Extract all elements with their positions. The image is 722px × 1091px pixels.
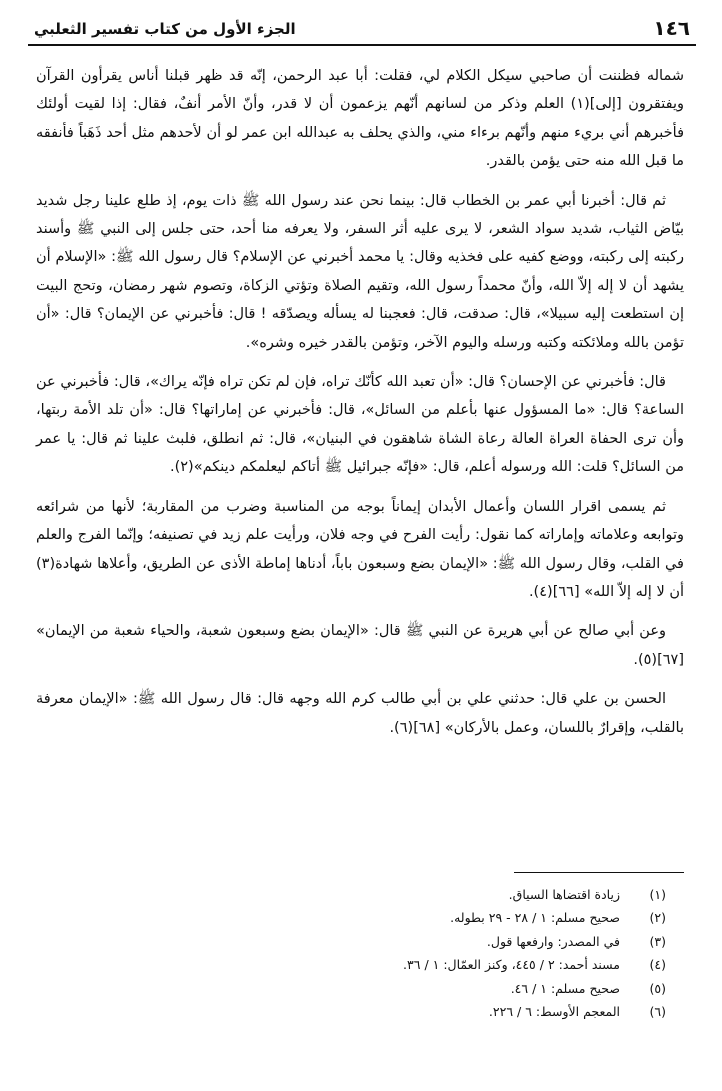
footnote-number: (٢) [649, 910, 666, 926]
footnote-text: صحيح مسلم: ١ / ٢٨ - ٢٩ بطوله. [450, 910, 620, 926]
footnote-text: صحيح مسلم: ١ / ٤٦. [510, 980, 620, 996]
footnote-number: (١) [649, 887, 666, 902]
footnote-number: (٣) [649, 933, 666, 949]
page-number: ١٤٦ [653, 16, 690, 40]
paragraph: قال: فأخبرني عن الإحسان؟ قال: «أن تعبد الله كأنّك تراه، فإن لم تكن تراه فإنّه يراك»، قال: فأخبرني عن الساعة؟ قال: «ما المسؤول عنها بأعلم من السائل»، قال: فأخبرني عن إماراتها؟ قال: «أن تلد الأمة ربتها، وأن ترى الحفاة العراة العالة رعاة الشاة شاهقون في البنيان»، قال: ثم انطلق، فلبث علينا ثم قال: يا عمر من السائل؟ قلت: الله ورسوله أعلم، قال: «فإنّه جبرائيل ﷺ أتاكم ليعلمكم دينكم»(٢). [36, 374, 684, 476]
paragraph: ثم قال: أخبرنا أبي عمر بن الخطاب قال: بينما نحن عند رسول الله ﷺ ذات يوم، إذ طلع علينا رجل شديد بيّاض الثياب، شديد سواد الشعر، لا يرى عليه أثر السفر، ولا يعرفه منا أحد، حتى جلس إلى النبي ﷺ وأسند ركبته إلى ركبته، ووضع كفيه على فخذيه وقال: يا محمد أخبرني عن الإسلام؟ قال رسول الله ﷺ: «الإسلام أن يشهد أن لا إله إلاّ الله، وأنّ محمداً رسول الله، وتقيم الصلاة وتؤتي الزكاة، وتصوم شهر رمضان، وتحج البيت إن استطعت إليه سبيلا»، قال: صدقت، قال: فعجبنا له يسأله ويصدّقه ! قال: فأخبرني عن الإيمان؟ قال: «أن تؤمن بالله وملائكته وكتبه ورسله واليوم الآخر، وتؤمن بالقدر خيره وشره». [36, 192, 684, 351]
footnote-number: (٤) [649, 957, 666, 973]
footnote-text: المعجم الأوسط: ٦ / ٢٢٦. [488, 1004, 620, 1020]
footnote [36, 977, 684, 1000]
footnotes [36, 872, 684, 1023]
footnote [36, 906, 684, 929]
footnote [36, 930, 684, 953]
footnote [36, 953, 684, 976]
running-title: الجزء الأول من كتاب تفسير الثعلبي [34, 20, 296, 38]
footnote-number: (٦) [649, 1004, 666, 1020]
footnote-text: زيادة اقتضاها السياق. [508, 887, 620, 902]
page-header [28, 16, 696, 46]
paragraph: شماله فظننت أن صاحبي سيكل الكلام لي، فقلت: أبا عبد الرحمن، إنّه قد ظهر قبلنا أناس يقرأون القرآن ويفتقرون [إلى](١) العلم وذكر من لسانهم أنّهم يزعمون أن لا قدر، وأنّ الأمر أنفٌ، فقال: إذا لقيت أولئك فأخبرهم أني بريء منهم وأنّهم برءاء مني، والذي يحلف به عبدالله ابن عمر لو أن لأحدهم مثل أحد ذَهَباً فأنفقه ما قبل الله منه حتى يؤمن بالقدر. [36, 68, 684, 170]
footnote-text: مسند أحمد: ٢ / ٤٤٥، وكنز العمّال: ١ / ٣٦. [403, 957, 620, 973]
paragraph: وعن أبي صالح عن أبي هريرة عن النبي ﷺ قال: «الإيمان بضع وسبعون شعبة، والحياء شعبة من الإيمان» [٦٧](٥). [36, 623, 684, 668]
footnote-text: في المصدر: وارفعها قول. [486, 933, 620, 949]
paragraph: الحسن بن علي قال: حدثني علي بن أبي طالب كرم الله وجهه قال: قال رسول الله ﷺ: «الإيمان معرفة بالقلب، وإقرارٌ باللسان، وعمل بالأركان» [٦٨](٦). [36, 691, 684, 736]
footnote [36, 1000, 684, 1023]
main-text [36, 62, 684, 753]
footnote-number: (٥) [649, 980, 666, 996]
paragraph: ثم يسمى اقرار اللسان وأعمال الأبدان إيماناً بوجه من المناسبة وضرب من المقاربة؛ لأنها من شرائعه وتوابعه وعلاماته وإماراته كما نقول: رأيت الفرح في وجه فلان، ورأيت علم زيد في تصنيفه؛ وإنّما الفرج والعلم في القلب، وقال رسول الله ﷺ: «الإيمان بضع وسبعون باباً، أدناها إماطة الأذى عن الطريق، وأعلاها شهادة(٣) أن لا إله إلاّ الله» [٦٦](٤). [36, 498, 684, 600]
footnote [36, 883, 684, 906]
footnote-divider [514, 872, 684, 873]
